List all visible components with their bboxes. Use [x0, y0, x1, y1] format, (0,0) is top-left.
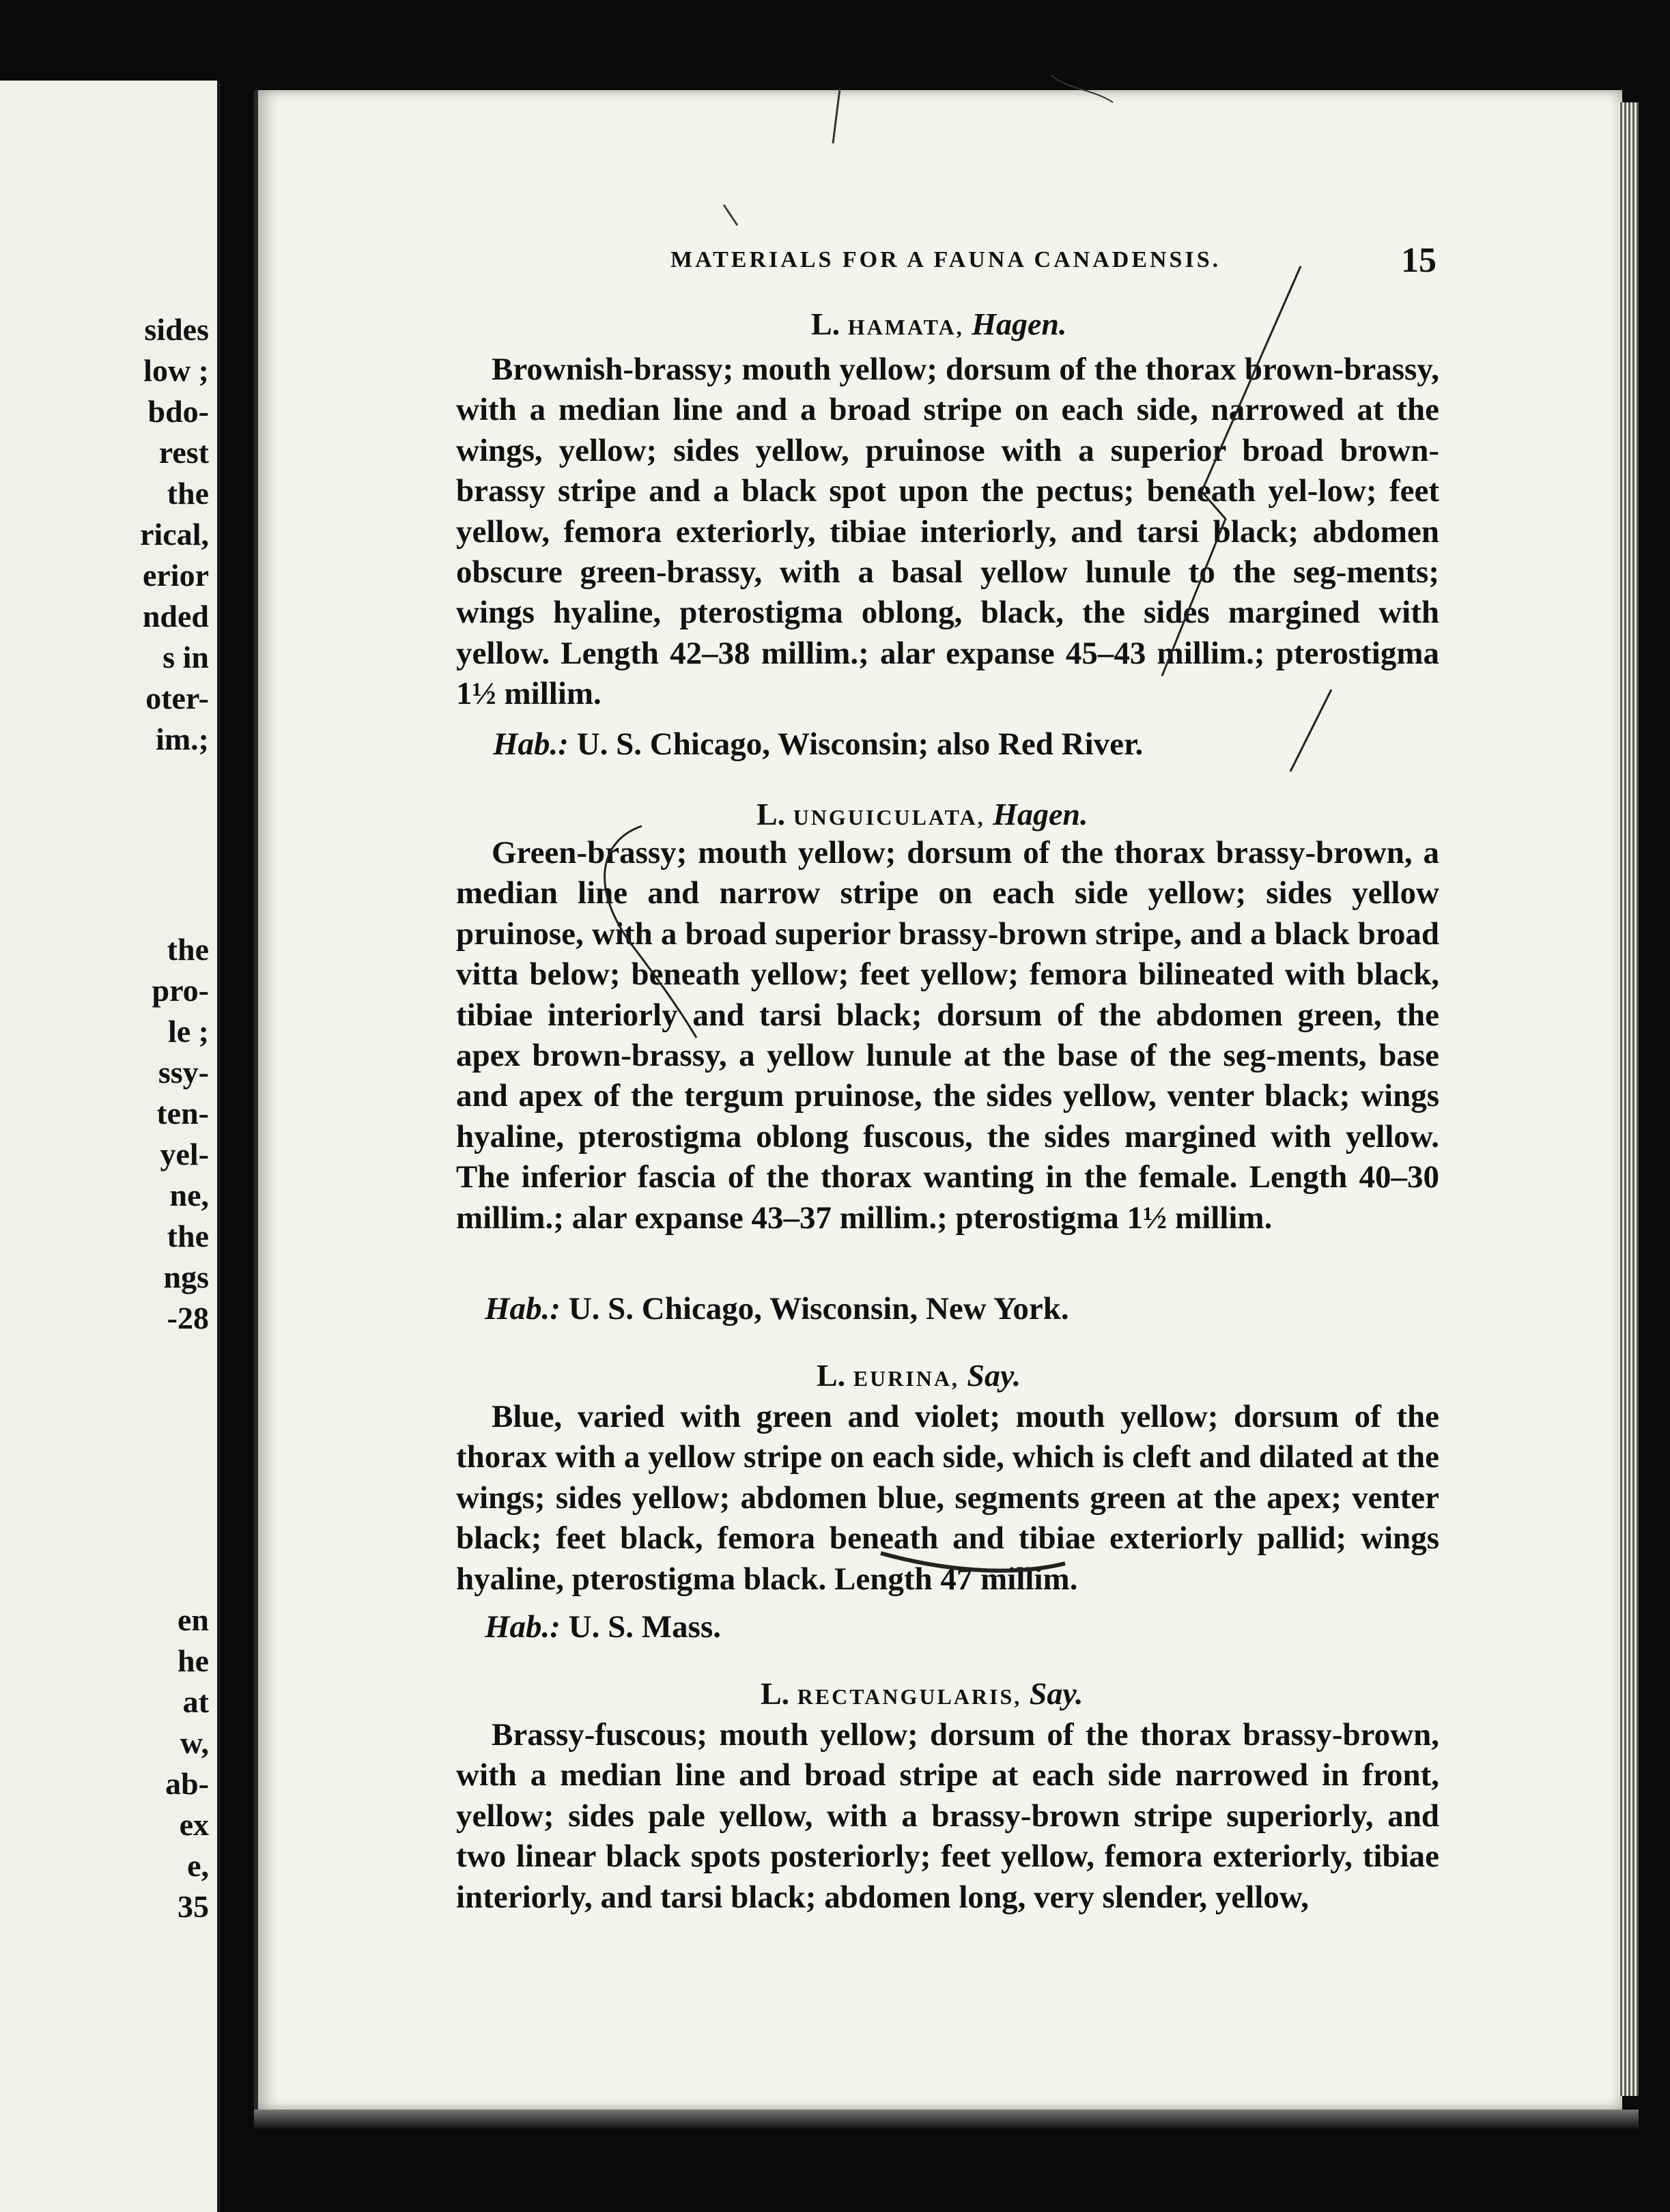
left-line: bdo-	[147, 394, 209, 429]
species-description: Blue, varied with green and violet; mouth yellow; dorsum of the thorax with a yellow stripe on each side, which is cleft and dilated at the wings; sides yellow; abdomen blue, segments green at the apex; venter black; feet black, femora beneath and tibiae exteriorly pallid; wings hyaline, pterostigma black. Length 47 millim.	[456, 1399, 1439, 1597]
left-line: the	[167, 1219, 209, 1253]
pen-stroke	[833, 89, 840, 143]
left-line: the	[167, 476, 209, 511]
left-line: at	[182, 1684, 209, 1719]
running-title: MATERIALS FOR A FAUNA CANADENSIS.	[670, 247, 1221, 272]
habitat-label: Hab.:	[493, 726, 569, 762]
left-line: 35	[178, 1889, 209, 1924]
species-author: Say.	[1029, 1676, 1084, 1711]
left-line: s in	[162, 640, 209, 675]
pen-stroke	[605, 826, 696, 1038]
left-line: oter-	[145, 681, 209, 715]
species-description: Green-brassy; mouth yellow; dorsum of the thorax brassy-brown, a median line and narrow stripe on each side yellow; sides yellow pruinose, with a broad superior brassy-brown stripe, and a black broad vitta below; beneath yellow; feet yellow; femora bilineated with black, tibiae interiorly and tarsi black; dorsum of the abdomen green, the apex brown-brassy, a yellow lunule at the base of the seg-ments, base and apex of the tergum pruinose, the sides yellow, venter black; wings hyaline, pterostigma oblong fuscous, the sides margined with yellow. The inferior fascia of the thorax wanting in the female. Length 40–30 millim.; alar expanse 43–37 millim.; pterostigma 1½ millim.	[456, 835, 1439, 1236]
left-line: rical,	[140, 517, 209, 552]
pen-stroke	[724, 205, 737, 225]
genus-abbrev: L.	[761, 1676, 790, 1711]
left-line: e,	[187, 1848, 209, 1883]
left-line: nded	[142, 599, 209, 634]
left-line: en	[178, 1602, 209, 1637]
pen-stroke	[1162, 266, 1301, 676]
left-line: yel-	[160, 1137, 209, 1172]
genus-abbrev: L.	[817, 1358, 846, 1393]
left-line: ex	[179, 1807, 209, 1842]
habitat-label: Hab.:	[485, 1609, 561, 1645]
page-number: 15	[1401, 241, 1437, 280]
left-line: -28	[167, 1301, 209, 1335]
species-author: Hagen.	[993, 797, 1088, 832]
species-description: Brassy-fuscous; mouth yellow; dorsum of the thorax brassy-brown, with a median line and broad stripe at each side narrowed in front, yellow; sides pale yellow, with a brassy-brown stripe superiorly, and two linear black spots posteriorly; feet yellow, femora exteriorly, tibiae interiorly, and tarsi black; abdomen long, very slender, yellow,	[456, 1717, 1439, 1915]
pen-stroke	[1051, 75, 1113, 102]
left-line: rest	[158, 435, 209, 470]
left-line: he	[178, 1643, 209, 1678]
species-name: RECTANGULARIS,	[797, 1684, 1022, 1709]
left-line: ab-	[165, 1766, 209, 1801]
genus-abbrev: L.	[811, 307, 840, 341]
left-line: le ;	[167, 1014, 209, 1049]
left-line: pro-	[152, 973, 209, 1008]
habitat-label: Hab.:	[485, 1291, 561, 1327]
left-line: low ;	[143, 353, 209, 388]
genus-abbrev: L.	[756, 797, 786, 832]
habitat-text: U. S. Chicago, Wisconsin, New York.	[568, 1291, 1069, 1327]
left-line: ten-	[156, 1096, 209, 1131]
species-description: Brownish-brassy; mouth yellow; dorsum of the thorax brown-brassy, with a median line and a broad stripe on each side, narrowed at the wings, yellow; sides yellow, pruinose with a superior broad brown-brassy stripe and a black spot upon the pectus; beneath yel-low; feet yellow, femora exteriorly, tibiae interiorly, and tarsi black; abdomen obscure green-brassy, with a basal yellow lunule to the seg-ments; wings hyaline, pterostigma oblong, black, the sides margined with yellow. Length 42–38 millim.; alar expanse 45–43 millim.; pterostigma 1½ millim.	[456, 352, 1439, 712]
pen-underline	[881, 1553, 1065, 1571]
species-name: UNGUICULATA,	[793, 805, 985, 830]
pen-stroke	[1290, 690, 1331, 771]
habitat-text: U. S. Chicago, Wisconsin; also Red River.	[576, 726, 1144, 762]
species-author: Hagen.	[972, 307, 1067, 341]
left-line: ngs	[163, 1260, 209, 1294]
left-line: erior	[142, 558, 209, 593]
species-author: Say.	[967, 1358, 1021, 1393]
habitat-text: U. S. Mass.	[568, 1609, 721, 1645]
left-line: im.;	[156, 722, 209, 756]
left-line: the	[167, 932, 209, 967]
left-line: ne,	[169, 1178, 209, 1213]
species-name: EURINA,	[853, 1366, 959, 1391]
left-line: ssy-	[158, 1055, 209, 1090]
left-line: w,	[180, 1725, 209, 1760]
left-line: sides	[144, 312, 209, 347]
species-name: HAMATA,	[847, 315, 964, 339]
